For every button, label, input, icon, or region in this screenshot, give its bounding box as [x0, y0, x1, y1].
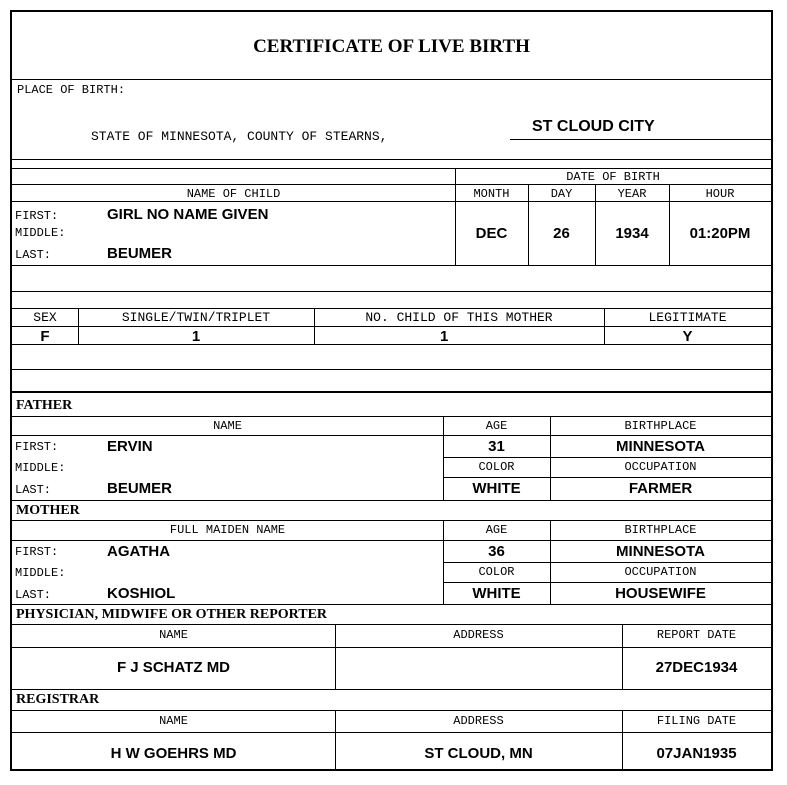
- child-number-value: 1: [440, 328, 449, 345]
- mother-occupation: HOUSEWIFE: [615, 585, 706, 602]
- registrar-name-label: NAME: [159, 714, 188, 728]
- father-last-label: LAST:: [15, 483, 52, 497]
- filing-date-label: FILING DATE: [656, 714, 737, 728]
- dob-hour: 01:20PM: [689, 225, 751, 242]
- divider: [12, 159, 771, 160]
- dob-day: 26: [553, 225, 570, 242]
- father-birthplace: MINNESOTA: [616, 438, 705, 455]
- city-underline: [510, 139, 771, 140]
- registrar-address-label: ADDRESS: [453, 714, 504, 728]
- mother-name-header: FULL MAIDEN NAME: [169, 523, 286, 537]
- father-birthplace-label: BIRTHPLACE: [624, 419, 697, 433]
- birth-city: ST CLOUD CITY: [532, 118, 655, 135]
- dob-year-label: YEAR: [617, 187, 647, 201]
- plurality-value: 1: [191, 328, 201, 345]
- mother-color-label: COLOR: [478, 565, 515, 579]
- father-age: 31: [488, 438, 505, 455]
- child-last-name: BEUMER: [107, 245, 173, 262]
- certificate-title: CERTIFICATE OF LIVE BIRTH: [253, 36, 530, 57]
- mother-color: WHITE: [472, 585, 521, 602]
- place-of-birth-label: PLACE OF BIRTH:: [17, 83, 126, 97]
- registrar-section-title: REGISTRAR: [16, 692, 100, 707]
- father-middle-label: MIDDLE:: [15, 461, 66, 475]
- registrar-name: H W GOEHRS MD: [110, 745, 237, 762]
- mother-first-label: FIRST:: [15, 545, 59, 559]
- mother-first-name: AGATHA: [107, 543, 171, 560]
- physician-section-title: PHYSICIAN, MIDWIFE OR OTHER REPORTER: [16, 607, 328, 622]
- report-date: 27DEC1934: [655, 659, 738, 676]
- father-first-name: ERVIN: [107, 438, 153, 455]
- mother-middle-label: MIDDLE:: [15, 566, 66, 580]
- mother-last-name: KOSHIOL: [107, 585, 176, 602]
- physician-name: F J SCHATZ MD: [116, 659, 231, 676]
- divider: [12, 168, 771, 169]
- filing-date: 07JAN1935: [656, 745, 737, 762]
- dob-header: DATE OF BIRTH: [566, 170, 660, 184]
- father-occupation: FARMER: [628, 480, 693, 497]
- father-color-label: COLOR: [478, 460, 515, 474]
- divider: [12, 79, 771, 80]
- child-name-header: NAME OF CHILD: [186, 187, 281, 201]
- registrar-address: ST CLOUD, MN: [424, 745, 533, 762]
- child-last-label: LAST:: [15, 248, 52, 262]
- father-first-label: FIRST:: [15, 440, 59, 454]
- physician-address-label: ADDRESS: [453, 628, 504, 642]
- mother-birthplace-label: BIRTHPLACE: [624, 523, 697, 537]
- legitimate-value: Y: [682, 328, 693, 345]
- mother-last-label: LAST:: [15, 588, 52, 602]
- sex-label: SEX: [33, 310, 57, 325]
- father-last-name: BEUMER: [107, 480, 173, 497]
- physician-name-label: NAME: [159, 628, 188, 642]
- dob-hour-label: HOUR: [705, 187, 735, 201]
- father-section-title: FATHER: [16, 398, 73, 413]
- mother-section-title: MOTHER: [16, 503, 80, 518]
- child-number-label: NO. CHILD OF THIS MOTHER: [365, 310, 553, 325]
- certificate: [10, 10, 773, 771]
- father-color: WHITE: [472, 480, 521, 497]
- sex-value: F: [40, 328, 50, 345]
- child-first-name: GIRL NO NAME GIVEN: [107, 206, 269, 223]
- mother-birthplace: MINNESOTA: [616, 543, 705, 560]
- dob-day-label: DAY: [550, 187, 573, 201]
- report-date-label: REPORT DATE: [656, 628, 737, 642]
- father-occupation-label: OCCUPATION: [624, 460, 697, 474]
- mother-age: 36: [488, 543, 505, 560]
- child-first-label: FIRST:: [15, 209, 59, 223]
- plurality-label: SINGLE/TWIN/TRIPLET: [121, 310, 271, 325]
- child-middle-label: MIDDLE:: [15, 226, 66, 240]
- legitimate-label: LEGITIMATE: [648, 310, 727, 325]
- father-name-header: NAME: [213, 419, 242, 433]
- state-county-text: STATE OF MINNESOTA, COUNTY OF STEARNS,: [91, 129, 388, 144]
- father-age-label: AGE: [485, 419, 508, 433]
- mother-age-label: AGE: [485, 523, 508, 537]
- dob-year: 1934: [615, 225, 649, 242]
- dob-month: DEC: [475, 225, 508, 242]
- mother-occupation-label: OCCUPATION: [624, 565, 697, 579]
- dob-month-label: MONTH: [473, 187, 510, 201]
